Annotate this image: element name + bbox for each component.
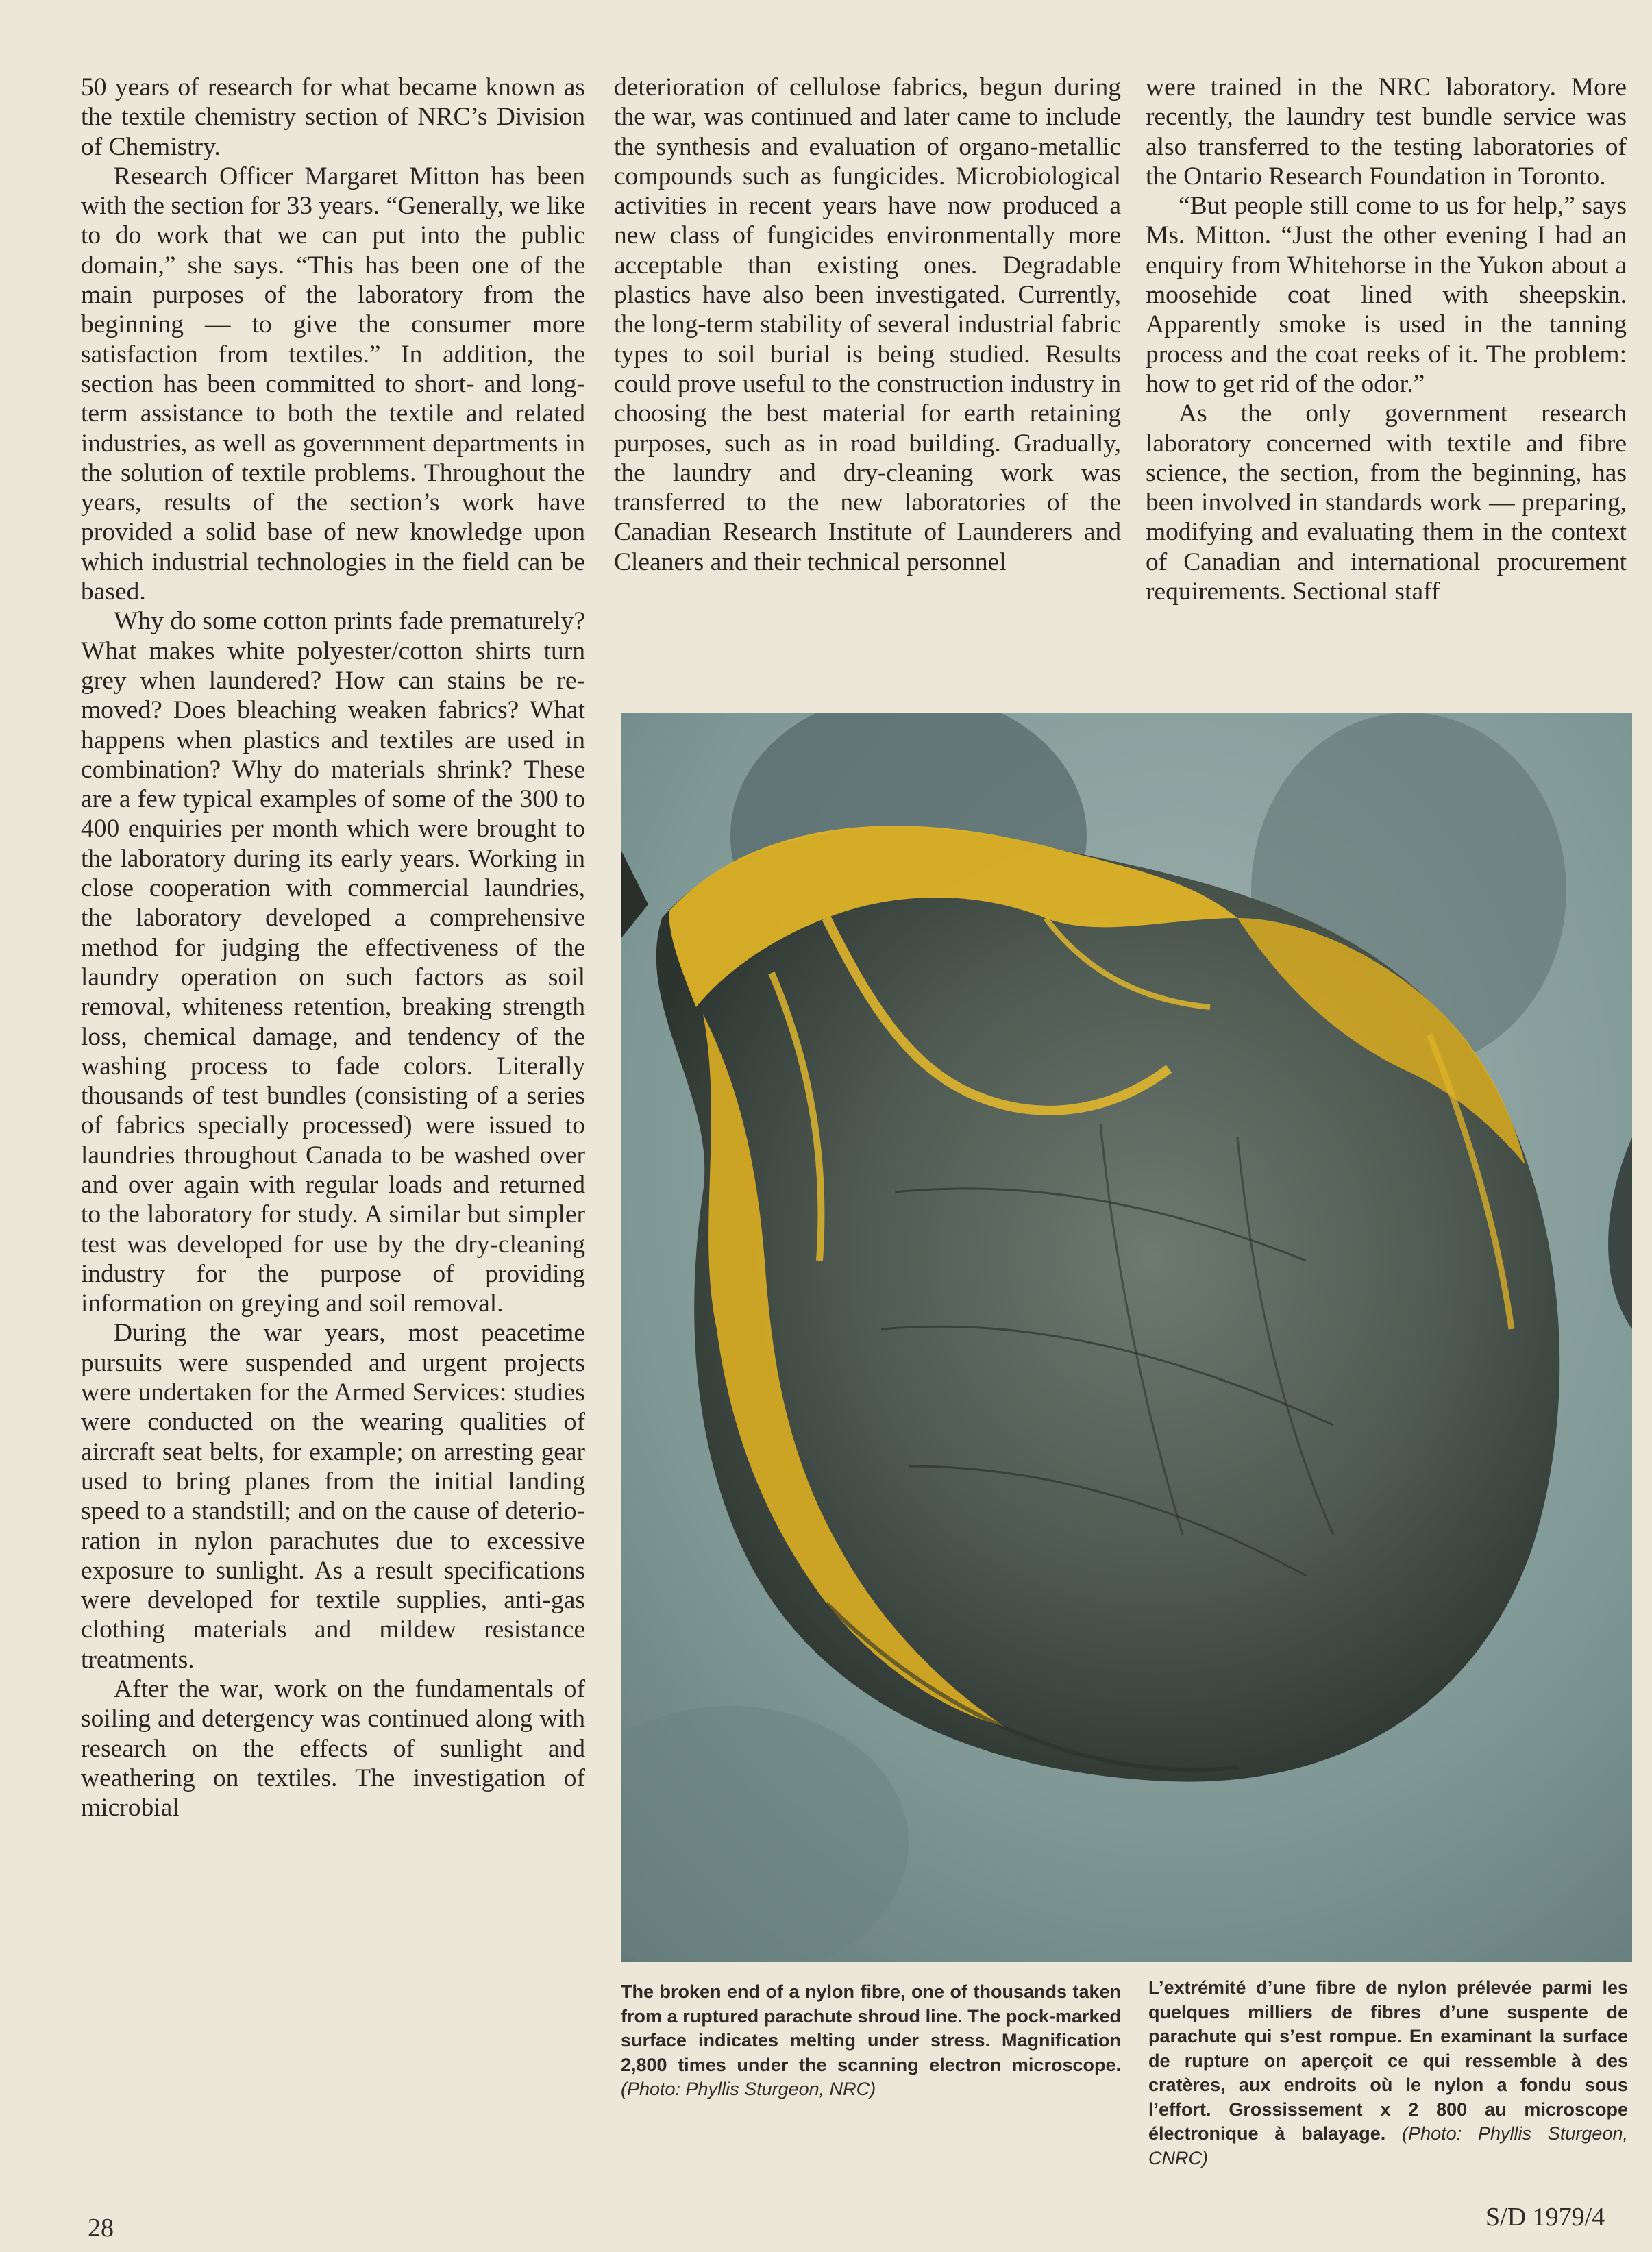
paragraph: Why do some cotton prints fade prematurely? What makes white polyester/cotton shirts turn grey when laundered? How can stains be removed? Does bleaching weaken fabrics? What happens when plastics and textiles are used in combination? Why do materials shrink? These are a few typical examples of some of the 300 to 400 enquiries per month which were brought to the laboratory during its early years. Working in close cooperation with commercial laundries, the laboratory developed a comprehensive method for judging the effectiveness of the laundry operation on such factors as soil removal, whiteness retention, breaking strength loss, chemical damage, and tendency of the washing process to fade colors. Literally thousands of test bundles (consisting of a series of fabrics specially processed) were issued to laundries throughout Canada to be washed over and over again with regular loads and returned to the laboratory for study. A similar but simpler test was developed for use by the dry-cleaning industry for the purpose of providing information on greying and soil removal.: [81, 607, 585, 1318]
paragraph: After the war, work on the fundamentals of soiling and detergency was continued along with research on the effects of sunlight and weathering on textiles. The investigation of microbial: [81, 1675, 585, 1822]
text-column-1: [81, 73, 585, 1823]
paragraph: 50 years of research for what became known as the textile chemistry section of NRC’s Division of Chemistry.: [81, 73, 585, 161]
photo-caption-french: [1148, 1976, 1628, 2170]
paragraph: During the war years, most peacetime pursuits were suspended and urgent projects were undertaken for the Armed Services: studies were conducted on the wearing qualities of aircraft seat belts, for example; on arresting gear used to bring planes from the initial landing speed to a standstill; and on the cause of deterioration in nylon parachutes due to excessive exposure to sunlight. As a result specifications were developed for textile supplies, anti-gas clothing materials and mildew resistance treatments.: [81, 1319, 585, 1674]
paragraph: “But people still come to us for help,” says Ms. Mitton. “Just the other evening I had an enquiry from Whitehorse in the Yukon about a moosehide coat lined with sheepskin. Apparently smoke is used in the tanning process and the coat reeks of it. The problem: how to get rid of the odor.”: [1146, 192, 1627, 398]
paragraph: were trained in the NRC laboratory. More recently, the laundry test bundle service was also transferred to the testing laboratories of the Ontario Research Foundation in Toronto.: [1146, 73, 1627, 190]
issue-label: S/D 1979/4: [1485, 2203, 1605, 2231]
text-column-2: [614, 73, 1121, 577]
paragraph: deterioration of cellulose fabrics, begun during the war, was continued and later came to include the synthesis and evaluation of organo-metallic compounds such as fungicides. Microbiological activities in recent years have now produced a new class of fungicides environmentally more acceptable than existing ones. Degradable plastics have also been investigated. Currently, the long-term stability of several industrial fabric types to soil burial is being studied. Results could prove useful to the construction industry in choosing the best material for earth retaining purposes, such as in road building. Gradually, the laundry and dry-cleaning work was transferred to the new laboratories of the Canadian Research Institute of Launderers and Cleaners and their technical personnel: [614, 73, 1121, 576]
page-number: 28: [88, 2214, 114, 2242]
photo-credit: (Photo: Phyllis Sturgeon, NRC): [621, 2079, 876, 2099]
text-column-3: [1146, 73, 1627, 606]
paragraph: Research Officer Margaret Mitton has been with the section for 33 years. “Generally, we like to do work that we can put into the public domain,” she says. “This has been one of the main purposes of the laboratory from the beginning — to give the consumer more satisfaction from textiles.” In addition, the section has been committed to short- and long-term assistance to both the textile and related industries, as well as government departments in the solution of textile problems. Throughout the years, results of the section’s work have provided a solid base of new knowledge upon which industrial technologies in the field can be based.: [81, 162, 585, 606]
caption-text: The broken end of a nylon fibre, one of thousands taken from a ruptured parachute shroud line. The pock-marked surface indicates melting under stress. Magnification 2,800 times under the scanning electron microscope.: [621, 1981, 1121, 2075]
photo-caption-english: [621, 1980, 1121, 2102]
caption-text: L’extrémité d’une fibre de nylon prélevée parmi les quelques milliers de fibres d’une suspente de parachute qui s’est rompue. En examinant la surface de rupture on aperçoit ce qui ressemble à des cratères, aux endroits où le nylon a fondu sous l’effort. Grossissement x 2 800 au microscope électronique à balayage.: [1148, 1977, 1628, 2144]
paragraph: As the only government research laboratory concerned with textile and fibre science, the section, from the beginning, has been involved in standards work — preparing, modifying and evaluating them in the context of Canadian and international procurement requirements. Sectional staff: [1146, 399, 1627, 606]
photo-credit: (Photo: Phyllis Sturgeon, CNRC): [1148, 2123, 1628, 2168]
nylon-fibre-micrograph: [621, 713, 1632, 1962]
